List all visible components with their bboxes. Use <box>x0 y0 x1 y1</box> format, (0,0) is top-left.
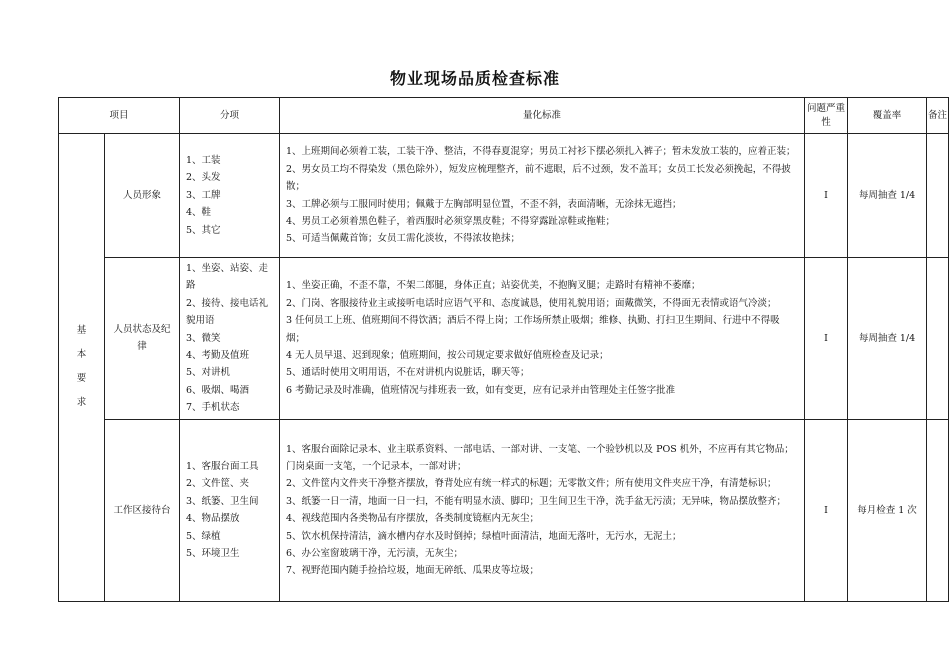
standard-line: 7、视野范围内随手捡拾垃圾，地面无碎纸、瓜果皮等垃圾； <box>286 565 540 577</box>
header-row <box>59 98 949 134</box>
subitem: 4、物品摆放 <box>186 513 240 525</box>
standard-line: 3、纸篓一日一清，地面一日一扫，不能有明显水渍、脚印；卫生间卫生干净，洗手盆无污渍；无异味，物品摆放整齐； <box>286 495 787 507</box>
subitem: 2、接待、接电话礼貌用语 <box>186 297 269 327</box>
coverage-cell: 每月检查 1 次 <box>848 419 927 601</box>
standard-line: 2、男女员工均不得染发（黑色除外），短发应梳理整齐，前不遮眼，后不过颈，发不盖耳；女员工长发必须挽起，不得披散； <box>286 163 791 193</box>
standard-line: 1、上班期间必须着工装，工装干净、整洁，不得春夏混穿；男员工衬衫下摆必须扎入裤子；暂未发放工装的，应着正装； <box>286 146 796 158</box>
standard-line: 2、文件筐内文件夹干净整齐摆放，脊背处应有统一样式的标题；无零散文件；所有使用文件夹应干净，有清楚标识； <box>286 478 777 490</box>
standard-cell <box>280 419 805 601</box>
category-cell <box>59 134 105 602</box>
subitem: 3、工牌 <box>186 189 221 201</box>
standard-line: 5、可适当佩戴首饰；女员工需化淡妆，不得浓妆艳抹； <box>286 233 521 245</box>
standard-line: 2、门岗、客服接待业主或接听电话时应语气平和、态度诚恳，使用礼貌用语；面戴微笑，不得面无表情或语气冷淡； <box>286 297 777 309</box>
project-cell: 人员状态及纪律 <box>105 258 180 420</box>
subitem: 1、客服台面工具 <box>186 460 259 472</box>
standard-line: 4、视线范围内各类物品有序摆放，各类制度镜框内无灰尘； <box>286 513 540 525</box>
standard-line: 3 任何员工上班、值班期间不得饮酒；酒后不得上岗；工作场所禁止吸烟；维修、执勤、打扫卫生期间、行进中不得吸烟； <box>286 315 780 344</box>
subitem: 4、考勤及值班 <box>186 350 250 362</box>
header-coverage: 覆盖率 <box>848 98 927 134</box>
coverage-cell: 每周抽查 1/4 <box>848 258 927 420</box>
category-char: 求 <box>76 397 87 409</box>
standard-line: 3、工牌必须与工服同时使用；佩戴于左胸部明显位置，不歪不斜，表面清晰，无涂抹无遮挡； <box>286 198 682 210</box>
subitem-cell <box>180 134 280 258</box>
inspection-table-container <box>58 97 948 595</box>
subitem: 3、纸篓、卫生间 <box>186 495 259 507</box>
subitem: 3、微笑 <box>186 332 221 344</box>
category-char: 要 <box>76 373 87 385</box>
subitem: 5、对讲机 <box>186 367 231 379</box>
header-subitem: 分项 <box>180 98 280 134</box>
document-title: 物业现场品质检查标准 <box>389 69 560 88</box>
header-item: 项目 <box>59 98 180 134</box>
standard-line: 4、男员工必须着黑色鞋子，着西服时必须穿黑皮鞋；不得穿露趾凉鞋或拖鞋； <box>286 215 616 227</box>
coverage-cell: 每周抽查 1/4 <box>848 134 927 258</box>
severity-cell: I <box>805 419 848 601</box>
header-severity: 问题严重性 <box>805 98 848 134</box>
standard-line: 1、坐姿正确，不歪不靠，不架二郎腿，身体正直；站姿优美，不抱胸叉腿；走路时有精神不萎靡； <box>286 280 701 292</box>
subitem: 4、鞋 <box>186 207 212 219</box>
header-notes: 备注 <box>927 98 949 134</box>
standard-line: 6、办公室窗玻璃干净，无污渍，无灰尘； <box>286 547 464 559</box>
table-row <box>59 134 949 258</box>
subitem: 5、环境卫生 <box>186 547 240 559</box>
subitem-cell <box>180 419 280 601</box>
standard-line: 5、通话时使用文明用语，不在对讲机内说脏话，聊天等； <box>286 367 530 379</box>
category-char: 基 <box>76 325 87 337</box>
subitem: 5、绿植 <box>186 530 221 542</box>
subitem: 5、其它 <box>186 224 221 236</box>
header-standard: 量化标准 <box>280 98 805 134</box>
table-row <box>59 258 949 420</box>
subitem: 7、手机状态 <box>186 402 240 414</box>
severity-cell: I <box>805 134 848 258</box>
severity-cell: I <box>805 258 848 420</box>
project-cell: 工作区接待台 <box>105 419 180 601</box>
standard-cell <box>280 258 805 420</box>
subitem: 1、工装 <box>186 154 221 166</box>
standard-line: 4 无人员早退、迟到现象；值班期间，按公司规定要求做好值班检查及记录； <box>286 350 609 362</box>
notes-cell <box>927 419 949 601</box>
subitem: 6、吸烟、喝酒 <box>186 384 250 396</box>
standard-line: 6 考勤记录及时准确，值班情况与排班表一致，如有变更，应有记录并由管理处主任签字批准 <box>286 384 676 396</box>
standard-line: 5、饮水机保持清洁，滴水槽内存水及时倒掉；绿植叶面清洁，地面无落叶，无污水，无泥土； <box>286 530 682 542</box>
standard-cell <box>280 134 805 258</box>
subitem: 2、文件筐、夹 <box>186 478 250 490</box>
subitem: 1、坐姿、站姿、走路 <box>186 263 269 292</box>
subitem: 2、头发 <box>186 172 221 184</box>
standard-line: 1、客服台面除记录本、业主联系资料、一部电话、一部对讲、一支笔、一个验钞机以及 POS 机外，不应再有其它物品；门岗桌面一支笔，一个记录本，一部对讲； <box>286 443 794 472</box>
category-char: 本 <box>76 349 87 361</box>
table-row <box>59 419 949 601</box>
notes-cell <box>927 134 949 258</box>
subitem-cell <box>180 258 280 420</box>
inspection-table <box>58 97 949 602</box>
notes-cell <box>927 258 949 420</box>
project-cell: 人员形象 <box>105 134 180 258</box>
